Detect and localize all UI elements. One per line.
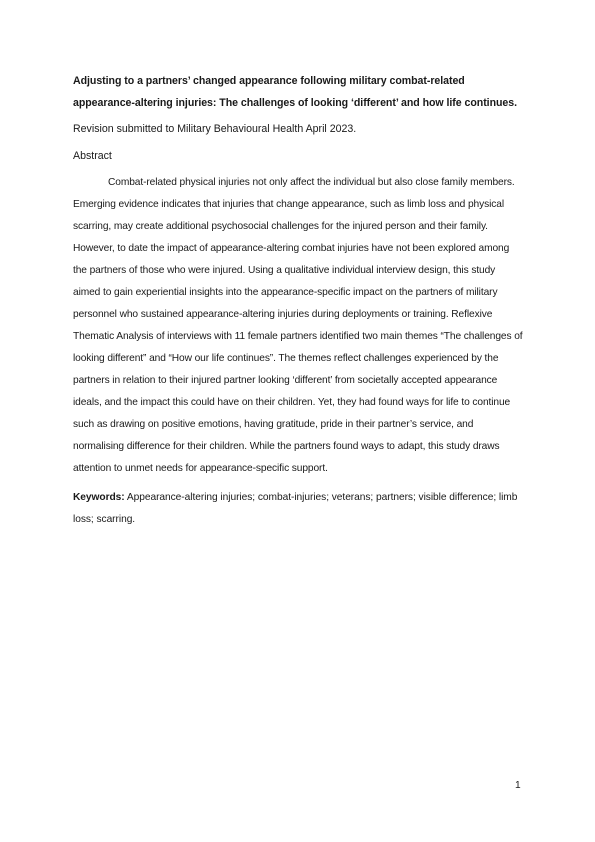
- paper-title: Adjusting to a partners’ changed appearance following military combat-related appearance-altering injuries: The challenges of looking ‘different’ and how life continues.: [73, 75, 517, 109]
- abstract-heading: Abstract: [73, 150, 112, 162]
- keywords-text: Appearance-altering injuries; combat-injuries; veterans; partners; visible difference; limb loss; scarring.: [73, 492, 518, 525]
- keywords-label: Keywords:: [73, 492, 125, 503]
- revision-note: Revision submitted to Military Behavioural Health April 2023.: [73, 123, 357, 135]
- page-number: 1: [515, 780, 521, 791]
- keywords-paragraph: [73, 487, 525, 531]
- page-content: [73, 70, 525, 531]
- abstract-text: Combat-related physical injuries not only affect the individual but also close family members. Emerging evidence indicates that injuries that change appearance, such as limb loss and physical scarring, may create additional psychosocial challenges for the injured person and their family. However, to date the impact of appearance-altering combat injuries have not been explored among the partners of those who were injured. Using a qualitative individual interview design, this study aimed to gain experiential insights into the appearance-specific impact on the partners of military personnel who sustained appearance-altering injuries during deployments or training. Reflexive Thematic Analysis of interviews with 11 female partners identified two main themes “The challenges of looking different” and “How our life continues”. The themes reflect challenges experienced by the partners in relation to their injured partner looking ‘different’ from societally accepted appearance ideals, and the impact this could have on their children. Yet, they had found ways for life to continue such as drawing on positive emotions, having gratitude, pride in their partner’s service, and normalising difference for their children. While the partners found ways to adapt, this study draws attention to unmet needs for appearance-specific support.: [73, 177, 523, 474]
